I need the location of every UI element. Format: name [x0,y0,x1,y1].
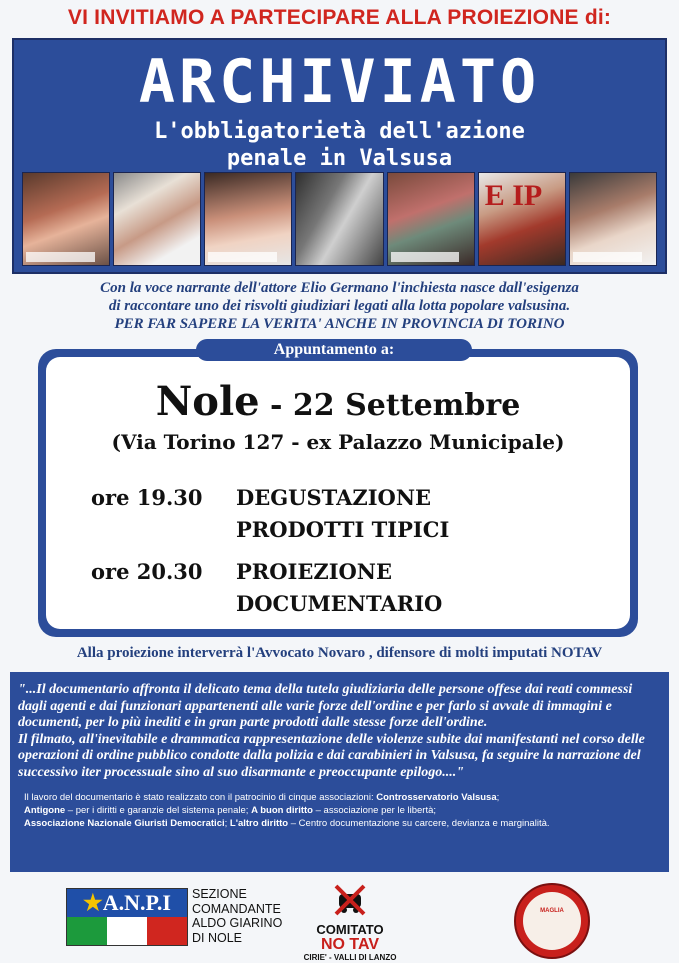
italian-flag-icon [67,917,187,945]
schedule-activity-1-line1: DEGUSTAZIONE [236,485,432,510]
lawyer-note: Alla proiezione interverrà l'Avvocato Novaro , difensore di molti imputati NOTAV [76,645,603,661]
photo-strip [22,172,657,264]
notav-train-crossed-icon [330,882,370,918]
protest-sign-text: E IP [484,179,543,212]
appointment-heading: Appuntamento a: [196,339,472,361]
description-quote [18,682,661,781]
schedule-time-2: ore 20.30 [91,559,203,584]
photo-injured-person-1 [22,172,110,266]
film-subtitle [14,118,665,172]
invite-main: VI INVITIAMO A PARTECIPARE ALLA PROIEZIONE [67,6,579,29]
photo-caption [573,252,642,262]
anpi-logo-text: ★A.N.P.I [67,889,187,917]
invite-suffix: di: [584,6,612,29]
assoc-controsservatorio: Controsservatorio Valsusa [376,792,497,803]
schedule-activity-2-line1: PROIEZIONE [236,559,393,584]
invite-heading [0,6,679,30]
photo-caption [208,252,277,262]
schedule-activity-2 [236,556,442,620]
event-place-date [46,378,630,425]
photo-caption [26,252,95,262]
schedule-activity-1 [236,482,449,546]
intro-line-1: Con la voce narrante dell'attore Elio Germano l'inchiesta nasce dall'esigenza [100,280,579,296]
photo-injured-face [387,172,475,266]
maglia-logo-inner [523,892,581,950]
schedule-activity-2-line2: DOCUMENTARIO [236,591,443,616]
credits-line-1: Il lavoro del documentario è stato realizzato con il patrocinio di cinque associazioni: Controsservatorio Valsusa; [24,792,500,803]
event-date: - 22 Settembre [259,388,521,423]
schedule-time-1: ore 19.30 [91,485,203,510]
description-paragraph-1: "...Il documentario affronta il delicato tema della tutela giudiziaria delle persone offese dai reati commessi dagli agenti e dai funzionari appartenenti alle varie forze dell'ordine e per farlo si avvale di immagini e documenti, per lo più inediti e in gran parte prodotti dalle stesse forze dell'ordine. [18,682,633,730]
notav-line-1: COMITATO [316,922,384,937]
photo-injured-person-3 [204,172,292,266]
intro-line-3: PER FAR SAPERE LA VERITA' ANCHE IN PROVINCIA DI TORINO [114,316,565,332]
title-banner [12,38,667,274]
event-town: Nole [155,378,260,425]
film-subtitle-line1: L'obbligatorietà dell'azione [154,119,525,144]
schedule-activity-1-line2: PRODOTTI TIPICI [236,517,450,542]
credits-line-2: Antigone – per i diritti e garanzie del sistema penale; A buon diritto – associazione per le libertà; [24,805,437,816]
credits-line-3: Associazione Nazionale Giuristi Democratici; L'altro diritto – Centro documentazione su carcere, devianza e marginalità. [24,818,550,829]
photo-protester-sign [478,172,566,266]
anpi-logo [66,888,188,946]
film-title: ARCHIVIATO [138,47,541,117]
assoc-giuristi-democratici: Associazione Nazionale Giuristi Democratici [24,818,225,829]
notav-line-2: NO TAV [320,936,380,953]
event-address: (Via Torino 127 - ex Palazzo Municipale) [111,430,565,454]
photo-police-scene [295,172,383,266]
description-paragraph-2: Il filmato, all'inevitabile e drammatica rappresentazione delle violenze subite dai manifestanti nel corso delle operazioni di ordine pubblico condotte dalla polizia e dai carabinieri in Valsusa, fa seguire la narrazione del successivo iter processuale sino al suo disarmante e preoccupante epilogo...." [18,731,645,780]
anpi-section-name: SEZIONE COMANDANTE ALDO GIARINO DI NOLE [192,887,283,945]
intro-line-2: di raccontare uno dei risvolti giudiziari legati alla lotta popolare valsusina. [108,298,571,314]
star-icon: ★ [83,890,103,915]
photo-caption [391,252,460,262]
film-subtitle-line2: penale in Valsusa [226,146,453,171]
assoc-a-buon-diritto: A buon diritto [251,805,313,816]
notav-line-3: CIRIE' - VALLI DI LANZO [303,953,397,962]
assoc-altro-diritto: L'altro diritto [229,818,289,829]
maglia-logo [514,883,590,959]
assoc-antigone: Antigone [24,805,66,816]
maglia-logo-text: MAGLIA [540,908,564,914]
intro-text [0,279,679,333]
photo-injured-person-2 [113,172,201,266]
description-block [10,672,669,872]
credits [18,791,661,830]
notav-logo [300,882,400,963]
photo-injured-person-4 [569,172,657,266]
